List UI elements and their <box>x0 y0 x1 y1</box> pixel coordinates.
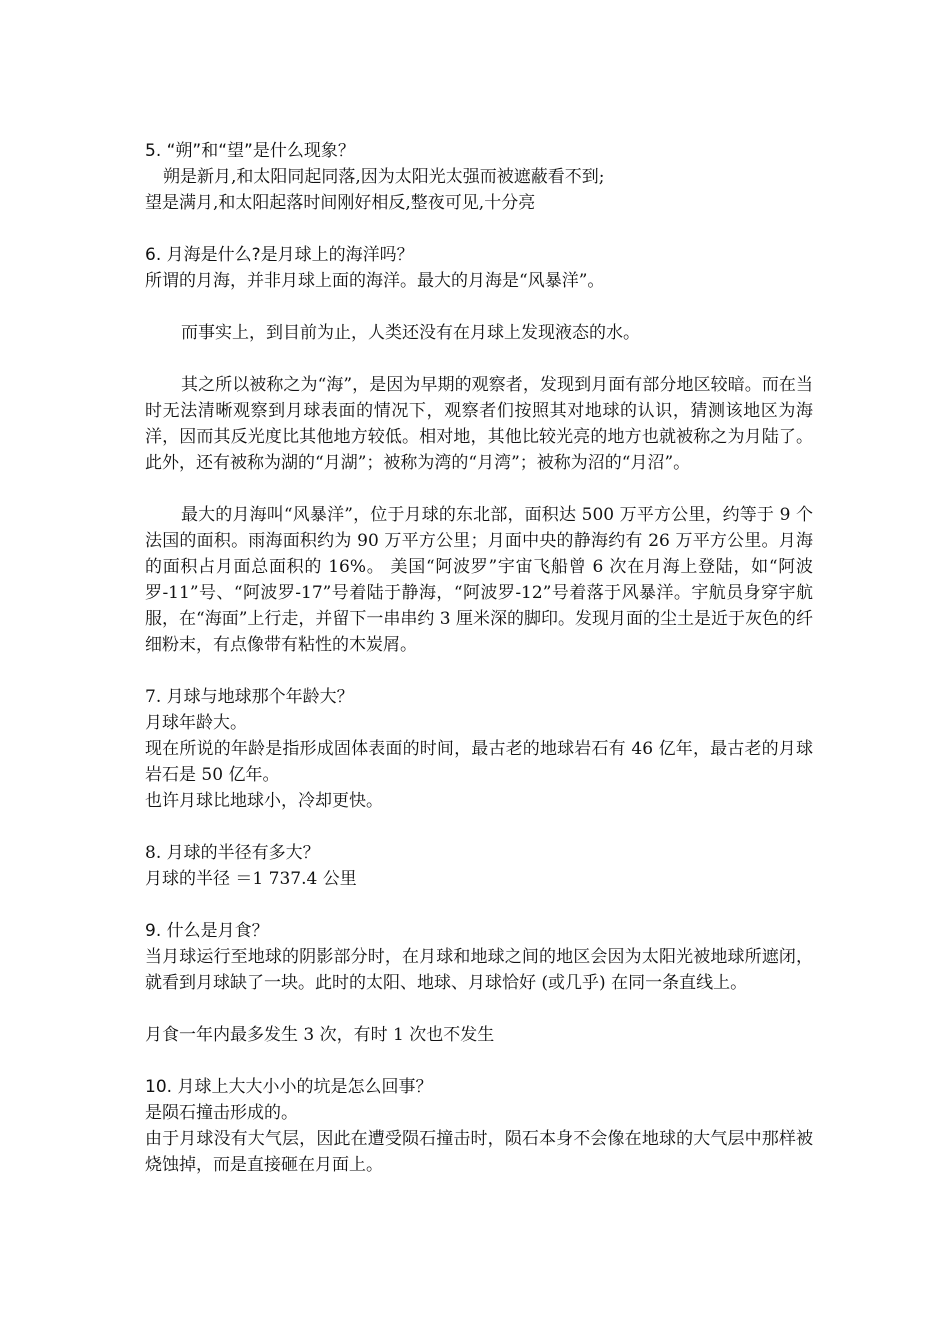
answer-line: 月球的半径 ＝1 737.4 公里 <box>145 869 357 889</box>
question-heading: 5. “朔”和“望”是什么现象？ <box>145 141 355 161</box>
answer-line: 也许月球比地球小，冷却更快。 <box>145 791 383 811</box>
section-7 <box>145 684 813 814</box>
answer-line: 所谓的月海，并非月球上面的海洋。最大的月海是“风暴洋”。 <box>145 271 605 291</box>
section-6 <box>145 242 813 658</box>
section-9 <box>145 918 813 1048</box>
answer-line: 月食一年内最多发生 3 次，有时 1 次也不发生 <box>145 1025 495 1045</box>
question-heading: 9. 什么是月食？ <box>145 921 269 941</box>
answer-paragraph: 现在所说的年龄是指形成固体表面的时间，最古老的地球岩石有 46 亿年，最古老的月球岩石是 50 亿年。 <box>145 739 813 785</box>
question-heading: 7. 月球与地球那个年龄大？ <box>145 687 354 707</box>
answer-paragraph: 当月球运行至地球的阴影部分时，在月球和地球之间的地区会因为太阳光被地球所遮闭，就看到月球缺了一块。此时的太阳、地球、月球恰好 (或几乎) 在同一条直线上。 <box>145 947 813 993</box>
answer-line: 朔是新月,和太阳同起同落,因为太阳光太强而被遮蔽看不到; <box>163 167 605 187</box>
answer-paragraph: 而事实上，到目前为止，人类还没有在月球上发现液态的水。 <box>181 323 640 343</box>
document-page <box>145 138 813 1178</box>
question-heading: 8. 月球的半径有多大？ <box>145 843 320 863</box>
answer-line: 月球年龄大。 <box>145 713 247 733</box>
section-5 <box>145 138 813 216</box>
answer-line: 望是满月,和太阳起落时间刚好相反,整夜可见,十分亮 <box>145 193 536 213</box>
section-10 <box>145 1074 813 1178</box>
answer-paragraph: 最大的月海叫“风暴洋”，位于月球的东北部，面积达 500 万平方公里，约等于 9 个法国的面积。雨海面积约为 90 万平方公里；月面中央的静海约有 26 万平方公里。月海的面积占月面总面积的 16%。 美国“阿波罗”宇宙飞船曾 6 次在月海上登陆，如“阿波罗-11”号、“阿波罗-17”号着陆于静海，“阿波罗-12”号着落于风暴洋。宇航员身穿宇航服，在“海面”上行走，并留下一串串约 3 厘米深的脚印。发现月面的尘土是近于灰色的纤细粉末，有点像带有粘性的木炭屑。 <box>145 505 814 655</box>
answer-paragraph: 由于月球没有大气层，因此在遭受陨石撞击时，陨石本身不会像在地球的大气层中那样被烧蚀掉，而是直接砸在月面上。 <box>145 1129 813 1175</box>
question-heading: 10. 月球上大大小小的坑是怎么回事？ <box>145 1077 433 1097</box>
question-heading: 6. 月海是什么?是月球上的海洋吗？ <box>145 245 414 265</box>
section-8 <box>145 840 813 892</box>
answer-paragraph: 其之所以被称之为“海”，是因为早期的观察者，发现到月面有部分地区较暗。而在当时无法清晰观察到月球表面的情况下，观察者们按照其对地球的认识，猜测该地区为海洋，因而其反光度比其他地方较低。相对地，其他比较光亮的地方也就被称之为月陆了。此外，还有被称为湖的“月湖”；被称为湾的“月湾”；被称为沼的“月沼”。 <box>145 375 813 473</box>
answer-line: 是陨石撞击形成的。 <box>145 1103 298 1123</box>
